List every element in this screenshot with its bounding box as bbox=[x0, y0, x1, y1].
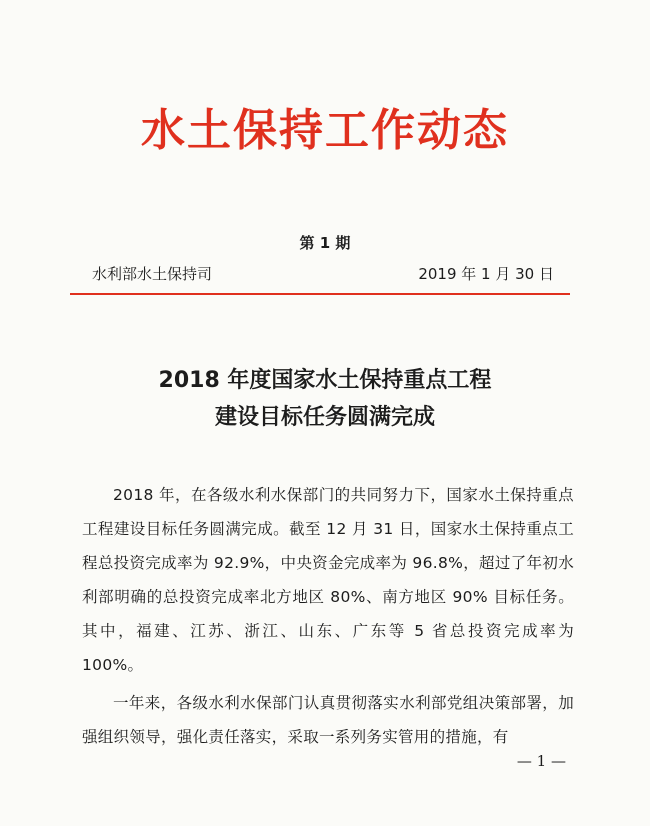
paragraph: 2018 年，在各级水利水保部门的共同努力下，国家水土保持重点工程建设目标任务圆满完成。截至 12 月 31 日，国家水土保持重点工程总投资完成率为 92.9%，中央资金完成率为 96.8%，超过了年初水利部明确的总投资完成率北方地区 80%、南方地区 90% 目标任务。其中，福建、江苏、浙江、山东、广东等 5 省总投资完成率为 100%。 bbox=[82, 486, 574, 674]
header-divider bbox=[70, 293, 570, 295]
issue-date: 2019 年 1 月 30 日 bbox=[418, 265, 554, 283]
article-body bbox=[82, 478, 574, 758]
page-number: — 1 — bbox=[516, 752, 566, 770]
issue-number: 第 1 期 bbox=[299, 234, 351, 252]
masthead-title: 水土保持工作动态 bbox=[141, 105, 509, 156]
article-title bbox=[0, 362, 650, 436]
article-title-line-1: 2018 年度国家水土保持重点工程 bbox=[158, 368, 492, 393]
paragraph: 一年来，各级水利水保部门认真贯彻落实水利部党组决策部署，加强组织领导，强化责任落实，采取一系列务实管用的措施，有 bbox=[82, 694, 574, 746]
article-title-line-2: 建设目标任务圆满完成 bbox=[214, 405, 435, 430]
issuer-name: 水利部水土保持司 bbox=[92, 265, 213, 283]
